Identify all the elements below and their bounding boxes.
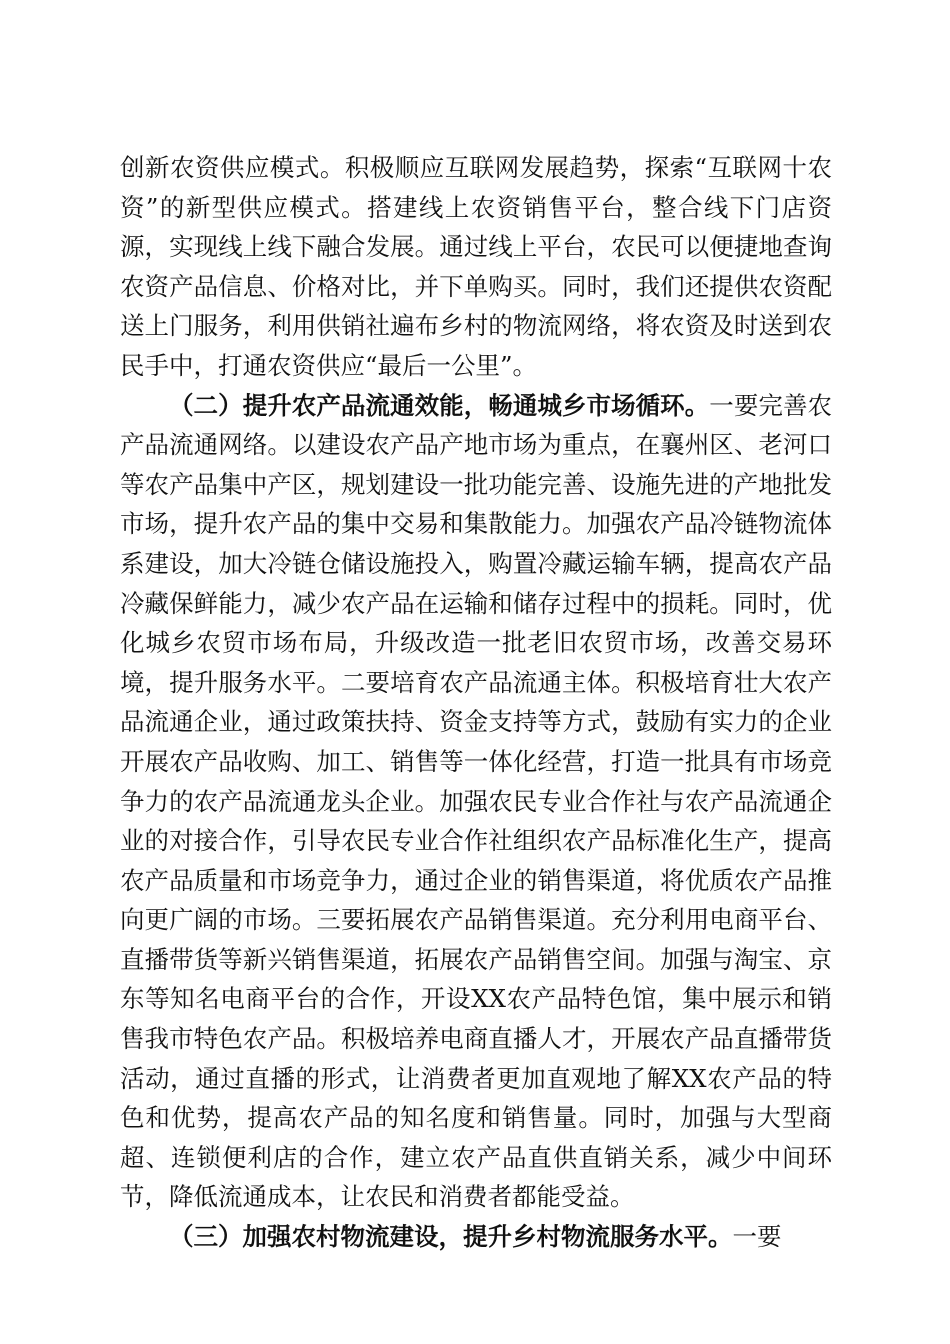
paragraph-3-text: 一要	[732, 1222, 782, 1252]
document-page	[120, 148, 832, 1257]
paragraph-3	[120, 1217, 832, 1257]
paragraph-2	[120, 386, 832, 1217]
paragraph-1-text: 创新农资供应模式。积极顺应互联网发展趋势，探索“互联网十农资”的新型供应模式。搭建线上农资销售平台，整合线下门店资源，实现线上线下融合发展。通过线上平台，农民可以便捷地查询农资产品信息、价格对比，并下单购买。同时，我们还提供农资配送上门服务，利用供销社遍布乡村的物流网络，将农资及时送到农民手中，打通农资供应“最后一公里”。	[120, 153, 832, 380]
section-heading-3: （三）加强农村物流建设，提升乡村物流服务水平。	[169, 1222, 733, 1252]
section-heading-2: （二）提升农产品流通效能，畅通城乡市场循环。	[169, 390, 710, 420]
paragraph-1	[120, 148, 832, 386]
paragraph-2-text: 一要完善农产品流通网络。以建设农产品产地市场为重点，在襄州区、老河口等农产品集中产区，规划建设一批功能完善、设施先进的产地批发市场，提升农产品的集中交易和集散能力。加强农产品冷链物流体系建设，加大冷链仓储设施投入，购置冷藏运输车辆，提高农产品冷藏保鲜能力，减少农产品在运输和储存过程中的损耗。同时，优化城乡农贸市场布局，升级改造一批老旧农贸市场，改善交易环境，提升服务水平。二要培育农产品流通主体。积极培育壮大农产品流通企业，通过政策扶持、资金支持等方式，鼓励有实力的企业开展农产品收购、加工、销售等一体化经营，打造一批具有市场竞争力的农产品流通龙头企业。加强农民专业合作社与农产品流通企业的对接合作，引导农民专业合作社组织农产品标准化生产，提高农产品质量和市场竞争力，通过企业的销售渠道，将优质农产品推向更广阔的市场。三要拓展农产品销售渠道。充分利用电商平台、直播带货等新兴销售渠道，拓展农产品销售空间。加强与淘宝、京东等知名电商平台的合作，开设XX农产品特色馆，集中展示和销售我市特色农产品。积极培养电商直播人才，开展农产品直播带货活动，通过直播的形式，让消费者更加直观地了解XX农产品的特色和优势，提高农产品的知名度和销售量。同时，加强与大型商超、连锁便利店的合作，建立农产品直供直销关系，减少中间环节，降低流通成本，让农民和消费者都能受益。	[120, 390, 833, 1212]
